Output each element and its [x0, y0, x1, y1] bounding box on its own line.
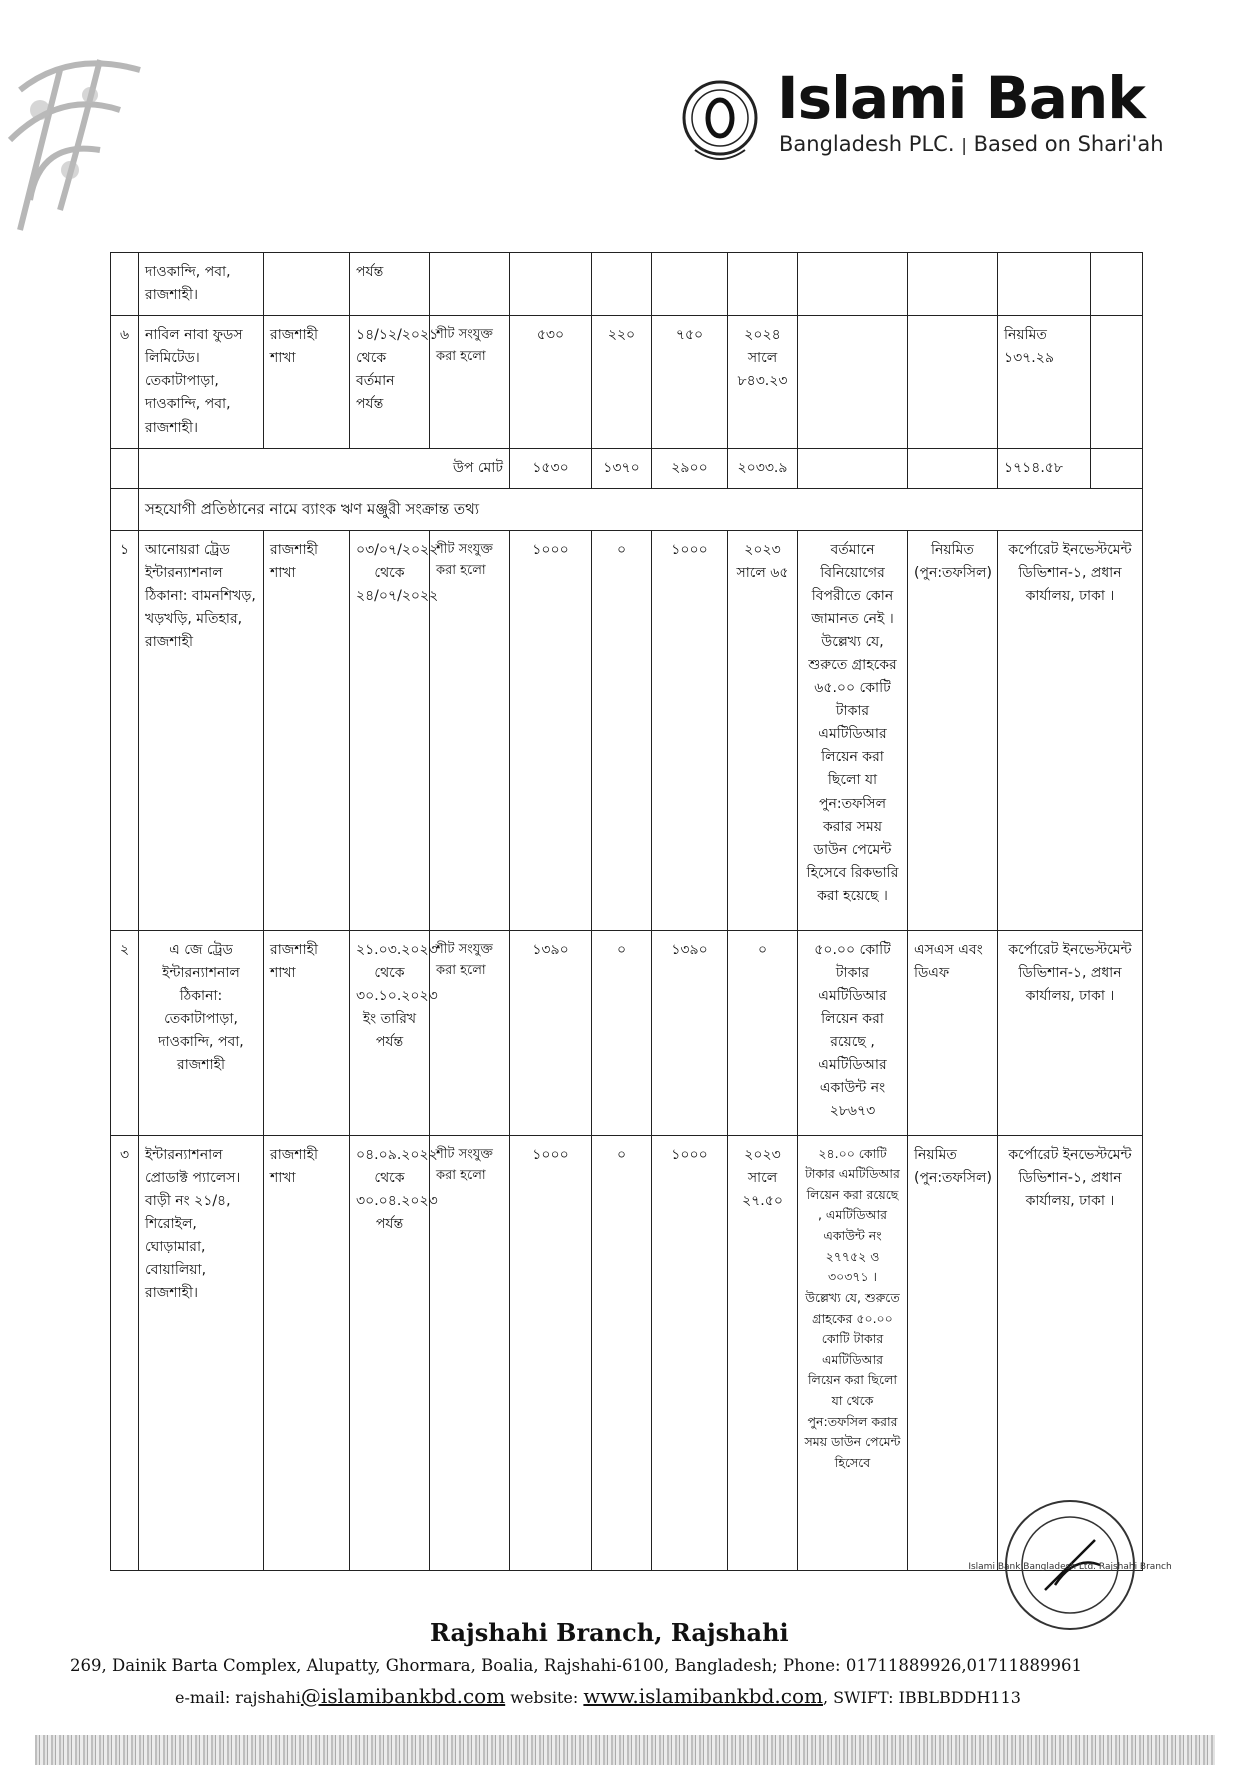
serial-cell: ১: [111, 530, 139, 930]
value-cell: ০: [592, 1135, 652, 1570]
branch-stamp: [968, 1495, 1172, 1635]
branch-cell: রাজশাহী শাখা: [264, 1135, 350, 1570]
value-cell: ২০২৩ সালে ৬৫: [728, 530, 798, 930]
table-row: [111, 930, 1143, 1135]
method-cell: শীট সংযুক্ত করা হলো: [430, 316, 510, 448]
section-title: সহযোগী প্রতিষ্ঠানের নামে ব্যাংক ঋণ মঞ্জুরী সংক্রান্ত তথ্য: [139, 488, 1143, 530]
method-cell: শীট সংযুক্ত করা হলো: [430, 930, 510, 1135]
period-cell: ০৪.০৯.২০২২ থেকে ৩০.০৪.২০২৩ পর্যন্ত: [350, 1135, 430, 1570]
table-row: [111, 253, 1143, 316]
value-cell: ১০০০: [510, 1135, 592, 1570]
email-label: e-mail: rajshahi: [175, 1688, 301, 1707]
division-cell: [1091, 253, 1143, 316]
value-cell: ০: [592, 930, 652, 1135]
empty-cell: [908, 316, 998, 448]
status-cell: নিয়মিত (পুন:তফসিল): [908, 1135, 998, 1570]
division-cell: কর্পোরেট ইনভেস্টমেন্ট ডিভিশান-১, প্রধান কার্যালয়, ঢাকা ।: [998, 530, 1143, 930]
logo-tagline: Based on Shari'ah: [973, 132, 1164, 156]
value-cell: ১০০০: [510, 530, 592, 930]
value-cell: ০: [592, 530, 652, 930]
table-row: [111, 316, 1143, 448]
name-cell: আনোয়রা ট্রেড ইন্টারন্যাশনাল ঠিকানা: বামনশিখড়, খড়খড়ি, মতিহার, রাজশাহী: [139, 530, 264, 930]
serial-cell: ৬: [111, 316, 139, 448]
logo-title: Islami Bank: [777, 64, 1145, 132]
logo-subtitle: [779, 132, 1164, 156]
value-cell: ১৩৯০: [510, 930, 592, 1135]
serial-cell: ৩: [111, 1135, 139, 1570]
swift-code: , SWIFT: IBBLBDDH113: [822, 1688, 1021, 1707]
value-cell: ২২০: [592, 316, 652, 448]
subtotal-value: ১৩৭০: [592, 448, 652, 488]
table-row: [111, 1135, 1143, 1570]
division-cell: [1091, 316, 1143, 448]
serial-cell: [111, 253, 139, 316]
website-link[interactable]: www.islamibankbd.com: [583, 1684, 823, 1708]
status-cell: [998, 253, 1091, 316]
corner-pattern-decoration: [0, 30, 160, 250]
period-cell: পর্যন্ত: [350, 253, 430, 316]
loan-info-table: [110, 252, 1143, 1571]
value-cell: ১৩৯০: [652, 930, 728, 1135]
subtotal-status: ১৭১৪.৫৮: [998, 448, 1091, 488]
value-cell: ৭৫০: [652, 316, 728, 448]
remarks-cell: [798, 316, 908, 448]
stamp-text: Islami Bank Bangladesh Ltd. Rajshahi Branch: [968, 1562, 1172, 1572]
division-cell: কর্পোরেট ইনভেস্টমেন্ট ডিভিশান-১, প্রধান কার্যালয়, ঢাকা ।: [998, 1135, 1143, 1570]
period-cell: ১৪/১২/২০২১ থেকে বর্তমান পর্যন্ত: [350, 316, 430, 448]
value-cell: ১০০০: [652, 530, 728, 930]
branch-cell: রাজশাহী শাখা: [264, 930, 350, 1135]
name-cell: নাবিল নাবা ফুডস লিমিটেড। তেকাটাপাড়া, দাওকান্দি, পবা, রাজশাহী।: [139, 316, 264, 448]
status-cell: নিয়মিত (পুন:তফসিল): [908, 530, 998, 930]
status-cell: এসএস এবং ডিএফ: [908, 930, 998, 1135]
empty-cell: [908, 448, 998, 488]
subtotal-row: [111, 448, 1143, 488]
empty-cell: [111, 448, 139, 488]
division-cell: কর্পোরেট ইনভেস্টমেন্ট ডিভিশান-১, প্রধান কার্যালয়, ঢাকা ।: [998, 930, 1143, 1135]
value-cell: ২০২৪ সালে ৮৪৩.২৩: [728, 316, 798, 448]
value-cell: ২০২৩ সালে ২৭.৫০: [728, 1135, 798, 1570]
value-cell: ৫৩০: [510, 316, 592, 448]
section-header-row: [111, 488, 1143, 530]
branch-cell: রাজশাহী শাখা: [264, 316, 350, 448]
method-cell: শীট সংযুক্ত করা হলো: [430, 1135, 510, 1570]
logo-separator: |: [961, 136, 967, 156]
subtotal-value: ২৯০০: [652, 448, 728, 488]
remarks-cell: [798, 1135, 908, 1570]
remarks-cell: ৫০.০০ কোটি টাকার এমটিডিআর লিয়েন করা রয়েছে , এমটিডিআর একাউন্ট নং ২৮৬৭৩: [798, 930, 908, 1135]
empty-cell: [1091, 448, 1143, 488]
remarks-cell: বর্তমানে বিনিয়োগের বিপরীতে কোন জামানত নেই । উল্লেখ্য যে, শুরুতে গ্রাহকের ৬৫.০০ কোটি টাকার এমটিডিআর লিয়েন করা ছিলো যা পুন:তফসিল করার সময় ডাউন পেমেন্ট হিসেবে রিকভারি করা হয়েছে ।: [798, 530, 908, 930]
name-cell: ইন্টারন্যাশনাল প্রোডাক্ট প্যালেস। বাড়ী নং ২১/৪, শিরোইল, ঘোড়ামারা, বোয়ালিয়া, রাজশাহী।: [139, 1135, 264, 1570]
serial-cell: ২: [111, 930, 139, 1135]
value-cell: ১০০০: [652, 1135, 728, 1570]
name-cell: দাওকান্দি, পবা, রাজশাহী।: [139, 253, 264, 316]
footer-branch-title: Rajshahi Branch, Rajshahi: [430, 1618, 789, 1647]
branch-cell: রাজশাহী শাখা: [264, 530, 350, 930]
period-cell: ০৩/০৭/২০২২ থেকে ২৪/০৭/২০২২: [350, 530, 430, 930]
bank-seal-icon: [665, 78, 775, 188]
website-label: website:: [510, 1688, 579, 1707]
table-row: [111, 530, 1143, 930]
subtotal-label: উপ মোট: [139, 448, 510, 488]
empty-cell: [111, 488, 139, 530]
method-cell: [430, 253, 510, 316]
subtotal-value: ১৫৩০: [510, 448, 592, 488]
period-cell: ২১.০৩.২০২৩ থেকে ৩০.১০.২০২৩ ইং তারিখ পর্যন্ত: [350, 930, 430, 1135]
branch-cell: [264, 253, 350, 316]
logo-subtitle-text: Bangladesh PLC.: [779, 132, 955, 156]
value-cell: [652, 253, 728, 316]
subtotal-value: ২০৩৩.৯: [728, 448, 798, 488]
name-cell: এ জে ট্রেড ইন্টারন্যাশনাল ঠিকানা: তেকাটাপাড়া, দাওকান্দি, পবা, রাজশাহী: [139, 930, 264, 1135]
remarks-cell: [798, 253, 908, 316]
footer-address: 269, Dainik Barta Complex, Alupatty, Ghormara, Boalia, Rajshahi-6100, Bangladesh; Phone: 01711889926,01711889961: [70, 1656, 1083, 1675]
remarks-text: ২৪.০০ কোটি টাকার এমটিডিআর লিয়েন করা রয়েছে , এমটিডিআর একাউন্ট নং ২৭৭৫২ ও ৩০৩৭১ ।: [805, 1145, 900, 1285]
footer-contact: [175, 1684, 1021, 1708]
status-cell: নিয়মিত ১৩৭.২৯: [998, 316, 1091, 448]
remarks-note: উল্লেখ্য যে, শুরুতে গ্রাহকের ৫০.০০ কোটি টাকার এমটিডিআর লিয়েন করা ছিলো যা থেকে পুন:তফসিল করার সময় ডাউন পেমেন্ট হিসেবে: [804, 1289, 901, 1470]
method-cell: শীট সংযুক্ত করা হলো: [430, 530, 510, 930]
email-link[interactable]: @islamibankbd.com: [300, 1684, 506, 1708]
bank-logo: [665, 60, 1185, 170]
footer-decorative-bar: [35, 1735, 1215, 1765]
empty-cell: [908, 253, 998, 316]
value-cell: [510, 253, 592, 316]
empty-cell: [798, 448, 908, 488]
value-cell: [728, 253, 798, 316]
value-cell: ০: [728, 930, 798, 1135]
value-cell: [592, 253, 652, 316]
